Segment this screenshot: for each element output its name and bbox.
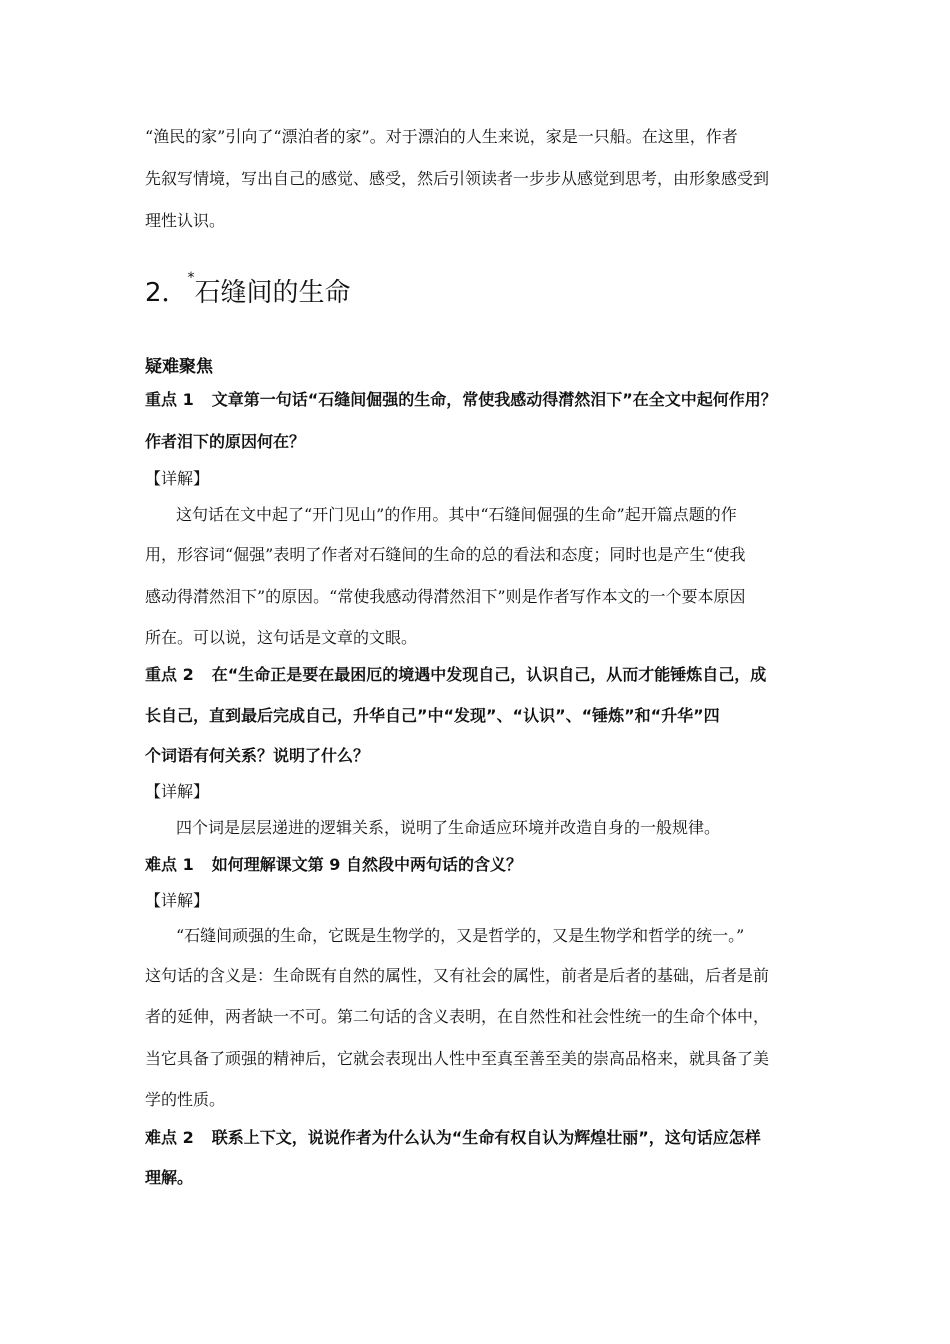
answer-line: 这句话的含义是：生命既有自然的属性，又有社会的属性，前者是后者的基础，后者是前 — [145, 966, 770, 985]
detail-tag: 【详解】 — [145, 782, 210, 801]
answer-line: 感动得潸然泪下”的原因。“常使我感动得潸然泪下”则是作者写作本文的一个要本原因 — [145, 587, 746, 606]
lesson-number: 2． — [145, 278, 188, 308]
answer-line: 这句话在文中起了“开门见山”的作用。其中“石缝间倔强的生命”起开篇点题的作 — [176, 505, 737, 524]
question-text: 在“生命正是要在最困厄的境遇中发现自己，认识自己，从而才能锤炼自己，成 — [211, 665, 767, 684]
item-label: 难点 2 — [145, 1128, 194, 1147]
lesson-star: * — [187, 270, 195, 286]
item-label: 重点 1 — [145, 390, 194, 409]
question-line: 长自己，直到最后完成自己，升华自己”中“发现”、“认识”、“锤炼”和“升华”四 — [145, 706, 720, 725]
intro-line: 理性认识。 — [145, 211, 226, 230]
question-text: 文章第一句话“石缝间倔强的生命，常使我感动得潸然泪下”在全文中起何作用？ — [211, 390, 777, 409]
question-line — [145, 390, 815, 410]
detail-tag: 【详解】 — [145, 469, 210, 488]
question-line: 作者泪下的原因何在？ — [145, 432, 306, 451]
question-line — [145, 855, 815, 875]
question-line — [145, 1128, 815, 1148]
answer-line: 所在。可以说，这句话是文章的文眼。 — [145, 628, 418, 647]
intro-line: 先叙写情境，写出自己的感觉、感受，然后引领读者一步步从感觉到思考，由形象感受到 — [145, 169, 770, 188]
answer-line: 四个词是层层递进的逻辑关系，说明了生命适应环境并改造自身的一般规律。 — [176, 818, 721, 837]
question-text: 联系上下文，说说作者为什么认为“生命有权自认为辉煌壮丽”，这句话应怎样 — [211, 1128, 761, 1147]
question-line: 理解。 — [145, 1168, 194, 1187]
question-line — [145, 665, 815, 685]
intro-line: “渔民的家”引向了“漂泊者的家”。对于漂泊的人生来说，家是一只船。在这里，作者 — [145, 127, 738, 146]
answer-line: 者的延伸，两者缺一不可。第二句话的含义表明，在自然性和社会性统一的生命个体中， — [145, 1007, 770, 1026]
lesson-title-text: 石缝间的生命 — [194, 278, 351, 308]
answer-line: 用，形容词“倔强”表明了作者对石缝间的生命的总的看法和态度；同时也是产生“使我 — [145, 545, 746, 564]
item-label: 重点 2 — [145, 665, 194, 684]
section-heading: 疑难聚焦 — [145, 357, 213, 377]
detail-tag: 【详解】 — [145, 891, 210, 910]
item-label: 难点 1 — [145, 855, 194, 874]
question-line: 个词语有何关系？说明了什么？ — [145, 746, 370, 765]
answer-line: 学的性质。 — [145, 1090, 226, 1109]
answer-line: “石缝间顽强的生命，它既是生物学的，又是哲学的，又是生物学和哲学的统一。” — [176, 926, 745, 945]
question-text: 如何理解课文第 9 自然段中两句话的含义？ — [211, 855, 522, 874]
answer-line: 当它具备了顽强的精神后，它就会表现出人性中至真至善至美的崇高品格来，就具备了美 — [145, 1049, 770, 1068]
lesson-title — [145, 272, 351, 309]
